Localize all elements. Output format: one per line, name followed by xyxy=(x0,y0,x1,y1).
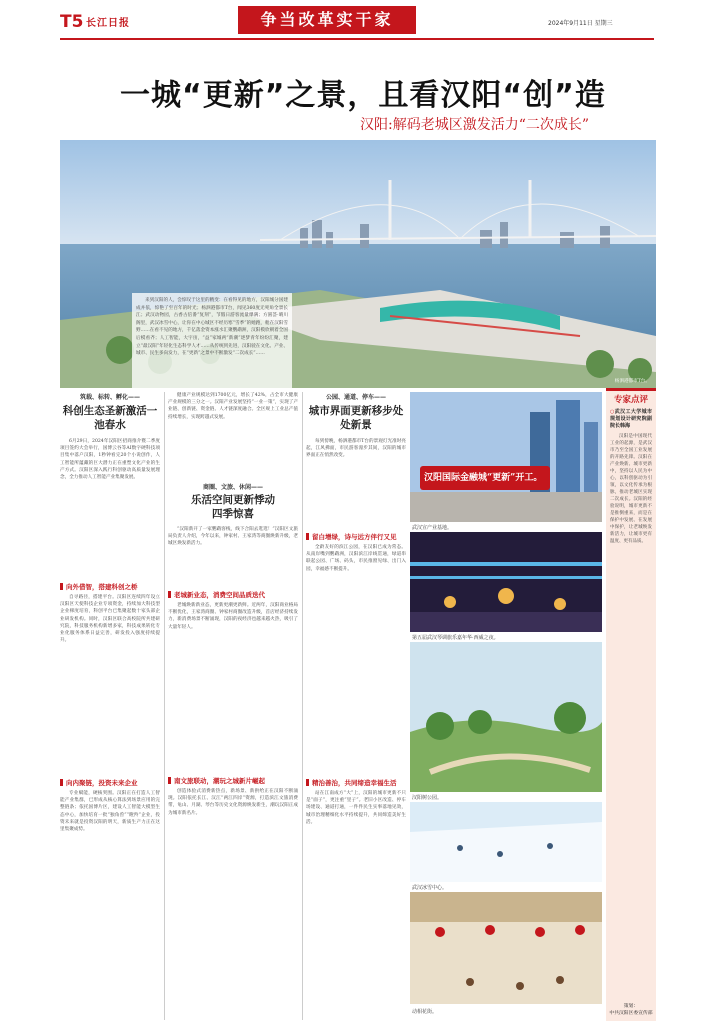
photo-caption-ice: 武汉冰雪中心。 xyxy=(412,885,448,891)
col3-paragraph-3: 站在江南成方“大”上，汉阳的城市更新不只是“面子”，更注重“里子”。老旧小区改造、停车场建设、通道打通，一件件民生实事落地见效，城市治理精细化水平持续提升，共同缔造美好生活。 xyxy=(306,791,406,825)
column-tech xyxy=(60,392,160,1022)
col2-paragraph-2: “汉阳新开了一家鹦鹉客栈，线下合阳去逛逛！”汉阳区文旅局负责人介绍，今年以来，钟家村、王家湾等商圈焕新升级，老城区焕发新活力。 xyxy=(168,527,298,547)
photo-caption-park: 汉阳树公园。 xyxy=(412,795,443,801)
photo-finance-city-image xyxy=(410,392,602,522)
col2-paragraph-4: 创造体验式消费新热点，新场景、新供给正在汉阳不断涌现。汉阳依托长江、汉江“两江四岸”资源，打造滨江文旅消费带，龟山、月湖、琴台等历史文化资源焕发新生，潮玩汉阳正成为城市新名片。 xyxy=(168,789,298,816)
col1-kicker: 筑载、标转、孵化—— xyxy=(79,394,140,401)
col2-paragraph-3: 老城焕新新业态，更新更潮更新鲜。近两年，汉阳商业格局不断优化，王家湾商圈、钟家村商圈改造升级，首店经济持续发力，新消费场景不断涌现，汉阳的夜经济也越来越火热，吸引了大量年轻人。 xyxy=(168,603,298,630)
section-number: T5 xyxy=(60,12,84,32)
photo-festival xyxy=(410,532,602,632)
photo-caption-festival: 第五届武汉琴调旅乐嘉年华·西威之夜。 xyxy=(412,635,499,641)
photo-caption-industry: 武汉宣产业基地。 xyxy=(412,525,453,531)
intro-box xyxy=(132,293,292,388)
col3-paragraph-1: 每到傍晚，杨泗港都市T台的景观灯光准时亮起，江风拂面，市民游客漫步其间，汉阳的城市界面正在悄然改变。 xyxy=(306,439,406,459)
column-leisure xyxy=(168,392,298,1022)
photo-park xyxy=(410,642,602,792)
column-urban xyxy=(306,392,406,1022)
col2-subhead-1: 老城新业态，消费空间品质迭代 xyxy=(168,590,298,599)
masthead xyxy=(0,0,702,40)
photo-finance-city xyxy=(410,392,602,522)
hero-caption: 杨泗港都市T台。 xyxy=(614,379,650,384)
col3-paragraph-2: 全龄友好的滨江公园，在汉阳已成为常态。从南岸嘴到鹦鹉洲，汉阳滨江岸线贯通，绿道串联起公园、广场、码头，市民推窗见绿、出门入园，幸福感不断提升。 xyxy=(306,545,406,572)
column-banner: 争当改革实干家 xyxy=(248,6,406,34)
issue-date: 2024年9月11日 星期三 xyxy=(548,20,613,27)
column-divider xyxy=(164,392,165,1020)
headline: 一城“更新”之景，且看汉阳“创”造 xyxy=(120,78,606,113)
col1-subhead-2: 向内聚链，投资未来企业 xyxy=(60,778,160,787)
expert-name: ○武汉工大学城市规划设计研究院副院长韩海 xyxy=(610,409,652,429)
expert-body: 汉阳是中国现代工业的起源，是武汉市乃至全国工业发展的开路先锋。汉阳在产业焕新、城市更新中，坚持以人民为中心，以科创驱动为引领，以文化传承为根脉，推动老城区实现二次成长。汉阳的经验说明，城市更新不是推倒重来，而是在保护中发展、在发展中保护，让老城焕发新活力，让城市更有温度、更有品质。 xyxy=(610,434,652,544)
col3-subhead-1: 留白增绿，诗与远方伴行又见 xyxy=(306,532,406,541)
col1-title: 科创生态圣新激活一池春水 xyxy=(62,405,158,431)
col3-title: 城市界面更新移步处处新景 xyxy=(308,405,404,431)
header-rule xyxy=(60,38,654,40)
col2-title: 乐活空间更新悸动四季惊喜 xyxy=(191,494,275,520)
col3-kicker: 公园、通道、停车—— xyxy=(325,394,386,401)
col1-paragraph-3: 专业赋能，硬核突围。汉阳正在打造人工智能产业集群，已形成从核心算法到场景应用的完整链条；依托国博片区，建设人工智能大模型生态中心，加快培育一批“独角兽”“瞪羚”企业，投资未来就是投资汉阳的明天，新质生产力正在这里集聚成势。 xyxy=(60,791,160,833)
column-divider xyxy=(302,392,303,1020)
photo-street xyxy=(410,892,602,1004)
photo-festival-image xyxy=(410,532,602,632)
photo-ice-image xyxy=(410,802,602,882)
expert-title: 专家点评 xyxy=(613,395,648,405)
hero-photo xyxy=(60,140,656,388)
col1-paragraph-2: 自寻路径，搭建平台。汉阳区连续四年设立汉阳区天使科技企业专项资金，持续加大科技型企业梯度培育，科创平台已集聚起数十家头部企业研发机构。同时，汉阳区联合高校院所共建研究院，科技服务机构新增多家，科技成果转化专业化服务体系日益完善，研发投入强度持续提升。 xyxy=(60,595,160,644)
photo-street-image xyxy=(410,892,602,1004)
paper-name: 长江日报 xyxy=(86,18,130,29)
col2-subhead-2: 南文旅联动，潮玩之城新片崛起 xyxy=(168,776,298,785)
col2-kicker: 商圈、文旅、休闲—— xyxy=(202,484,263,491)
col3-subhead-2: 精治善治，共同缔造幸福生活 xyxy=(306,778,406,787)
col1-paragraph-1: 6月29日，2024年汉阳区招商推介暨二季度项目签约大会举行，国博云谷等AI数字硬科技项目集中落户汉阳，1秒钟看完20个小说创作，人工智能所蕴藏的巨大潜力正在重塑文化产业的生产方式。汉阳区深入践行科创驱动高质量发展理念，全力推动人工智能产业集聚发展。 xyxy=(60,439,160,481)
intro-text: 来到汉阳的人，会惊叹于这里的精变：在看得见的地方，汉阳城分国建成并依，惊艳了至百年的时光；杨泗港都市T台，闻见360度无死角全景长江；武汉动物园，古香古倍番“复刻”，节假日游客流量爆满；方圆荟·晴川阁里，武汉冰雪中心，让你在中心城区不经历寒“雪季”的她跑，舱在汉阳雪野……在看不见的地方，千亿落金资本涨水汇聚鹦鹉洲，汉阳模欣朝着全国后模看齐；人工智能，大宇宙，“益”家城两“新潮”逐梦青年纷纷汇聚，建立“最汉阳”年轻化生态科学人才……从传统到先进，汉阳驶在文化、产业、城市、民生多向发力，在“更新”之景中不断激发“二次成长”…… xyxy=(136,298,288,357)
expert-comment-panel xyxy=(606,388,656,1021)
subheadline: 汉阳:解码老城区激发活力“二次成长” xyxy=(360,117,590,133)
photo-finance-city-caption: 汉阳国际金融城“更新”开工。 xyxy=(424,473,543,483)
photo-ice xyxy=(410,802,602,882)
photo-caption-street: 动相花街。 xyxy=(412,1009,438,1015)
col1-subhead-1: 向外借智，搭建科创之桥 xyxy=(60,582,160,591)
photo-park-image xyxy=(410,642,602,792)
planner-credit: 策划： 中共汉阳区委宣传部 xyxy=(609,1004,653,1016)
col2-paragraph-1: 健康产业规模达到1700亿元，增长了42%，占全市大健康产业规模的三分之一。汉阳产业发展坚持“一业一策”，实现了产业链、创新链、资金链、人才链深度融合。全区规上工业总产值持续增长，实现跨越式发展。 xyxy=(168,393,298,420)
